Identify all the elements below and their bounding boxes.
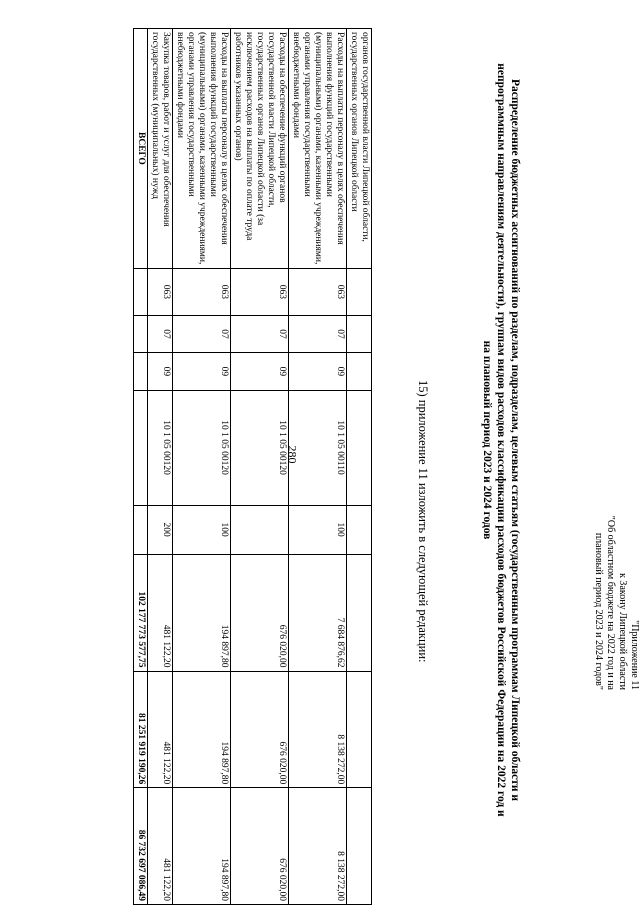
total-v2024: 86 732 697 086,49	[134, 788, 148, 905]
table-cell-type	[347, 505, 372, 554]
intro-text: 15) приложение 11 изложить в следующей редакции:	[416, 380, 430, 663]
table-cell-v2024: 8 138 272,00	[289, 788, 347, 905]
table-row	[173, 29, 231, 905]
table-cell-name: Расходы на выплаты персоналу в целях обеспечения выполнения функций государственными (муниципальными) органами, казенными учреждениями, органами управления государственными внебюджетными фондами	[289, 29, 347, 269]
table-cell-target: 10 1 05 00110	[289, 390, 347, 505]
table-cell-v2023: 8 138 272,00	[289, 671, 347, 788]
table-cell-type: 100	[289, 505, 347, 554]
table-cell-sec: 07	[231, 315, 289, 352]
total-label: ВСЕГО	[134, 29, 148, 269]
table-cell-v2023: 676 020,00	[231, 671, 289, 788]
table-cell-v2023	[347, 671, 372, 788]
appendix-header	[592, 470, 640, 690]
table-cell-adm: 063	[231, 268, 289, 315]
table-cell-empty	[134, 390, 148, 505]
page-number: 280	[285, 445, 300, 464]
table-cell-name: Закупка товаров, работ и услуг для обеспечения государственных (муниципальных) нужд	[148, 29, 173, 269]
table-cell-empty	[134, 353, 148, 390]
table-cell-sub: 09	[231, 353, 289, 390]
table-cell-empty	[134, 268, 148, 315]
table-cell-v2022: 7 684 876,62	[289, 554, 347, 671]
table-cell-target	[347, 390, 372, 505]
budget-table	[133, 28, 372, 905]
table-cell-empty	[134, 315, 148, 352]
table-cell-target: 10 1 05 00120	[148, 390, 173, 505]
table-cell-v2022: 676 020,00	[231, 554, 289, 671]
table-cell-adm	[347, 268, 372, 315]
table-row	[148, 29, 173, 905]
table-cell-type: 100	[173, 505, 231, 554]
table-cell-sec: 07	[148, 315, 173, 352]
table-cell-name: Расходы на выплаты персоналу в целях обеспечения выполнения функций государственными (муниципальными) органами, казенными учреждениями, органами управления государственными внебюджетными фондами	[173, 29, 231, 269]
table-cell-sub: 09	[289, 353, 347, 390]
rotated-text-area	[370, 0, 640, 905]
table-cell-v2022: 194 897,80	[173, 554, 231, 671]
appendix-line: плановый период 2023 и 2024 годов"	[593, 532, 604, 690]
table-cell-adm: 063	[148, 268, 173, 315]
appendix-line: к Закону Липецкой области	[617, 573, 628, 690]
total-row	[134, 29, 148, 905]
table-cell-v2024	[347, 788, 372, 905]
appendix-line: "Об областном бюджете на 2022 год и на	[605, 515, 616, 690]
table-cell-v2024: 676 020,00	[231, 788, 289, 905]
table-row	[347, 29, 372, 905]
table-cell-type	[231, 505, 289, 554]
table-cell-v2024: 481 122,20	[148, 788, 173, 905]
total-v2023: 81 251 919 190,26	[134, 671, 148, 788]
table-cell-sec: 07	[289, 315, 347, 352]
table-cell-adm: 063	[289, 268, 347, 315]
table-cell-empty	[134, 505, 148, 554]
table-cell-adm: 063	[173, 268, 231, 315]
table-cell-v2023: 481 122,20	[148, 671, 173, 788]
total-v2022: 102 177 773 577,75	[134, 554, 148, 671]
table-cell-type: 200	[148, 505, 173, 554]
table-cell-sec	[347, 315, 372, 352]
table-row	[231, 29, 289, 905]
table-cell-name: органов государственной власти Липецкой области, государственных органов Липецкой области	[347, 29, 372, 269]
table-cell-sub	[347, 353, 372, 390]
table-cell-sec: 07	[173, 315, 231, 352]
table-cell-v2022	[347, 554, 372, 671]
table-cell-v2022: 481 122,20	[148, 554, 173, 671]
table-cell-v2023: 194 897,80	[173, 671, 231, 788]
table-cell-name: Расходы на обеспечение функций органов государственной власти Липецкой области, государственных органов Липецкой области (за исключением расходов на выплаты по оплате труда работников указанных органов)	[231, 29, 289, 269]
table-cell-sub: 09	[173, 353, 231, 390]
appendix-line: "Приложение 11	[629, 620, 640, 690]
table-cell-target: 10 1 05 00120	[173, 390, 231, 505]
document-title: Распределение бюджетных ассигнований по разделам, подразделам, целевым статьям (государственным программам Липецкой области и непрограммным направлениям деятельности), группам видов расходов классификации расходов бюджетов Российской Федерации на 2022 год и на плановый период 2023 и 2024 годов	[481, 63, 521, 817]
table-cell-v2024: 194 897,80	[173, 788, 231, 905]
table-cell-target: 10 1 05 00120	[231, 390, 289, 505]
table-cell-sub: 09	[148, 353, 173, 390]
table-row	[289, 29, 347, 905]
